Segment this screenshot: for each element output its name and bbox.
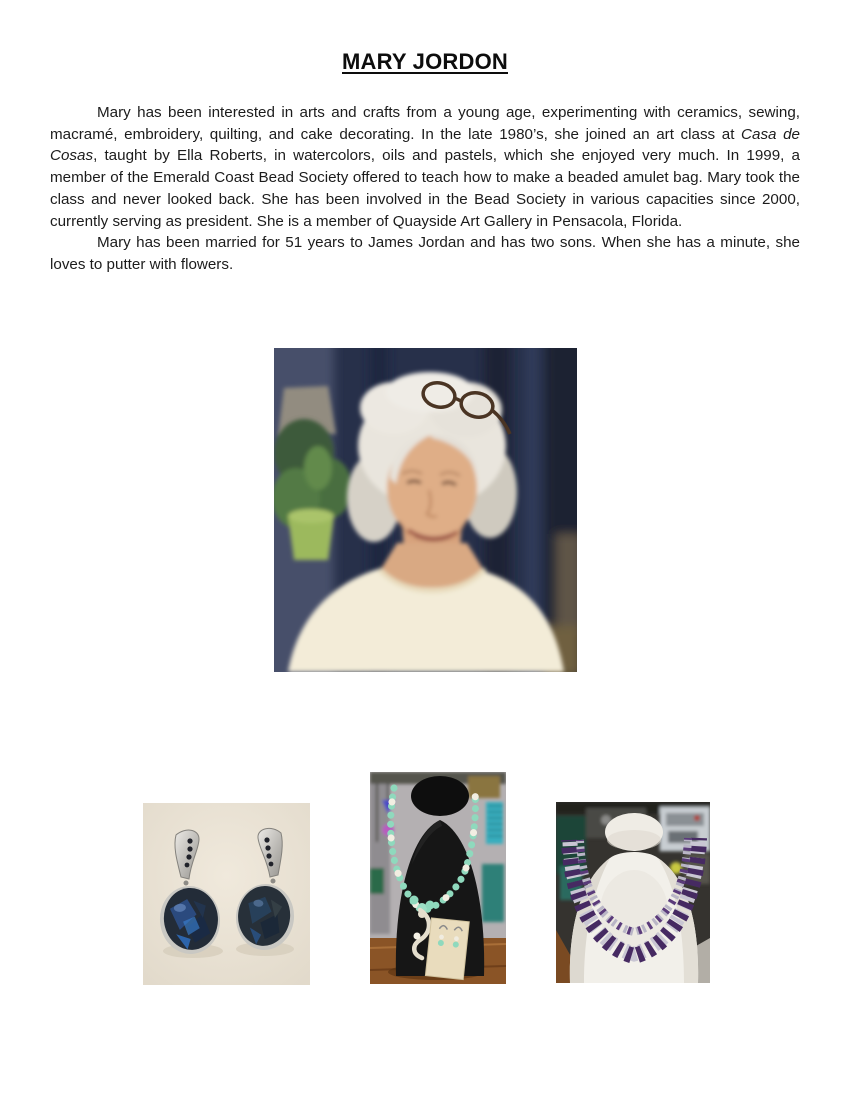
bio-paragraph-2: Mary has been married for 51 years to James Jordan and has two sons. When she has a minute, she loves to putter with flowers. [50, 234, 800, 273]
earring-card [425, 918, 469, 980]
bio-paragraph-1 [50, 102, 800, 232]
biography-text [50, 102, 800, 276]
purple-necklace-photo [556, 802, 710, 983]
bio-text-run: Mary has been interested in arts and crafts from a young age, experimenting with ceramics, sewing, macramé, embroidery, quilting, and cake decorating. In the late 1980’s, she joined an art class at [50, 104, 800, 143]
page-title: MARY JORDON [342, 49, 508, 74]
bio-italic-casa-de-cosas: Casa de Cosas [50, 125, 800, 165]
mint-necklace-photo [370, 772, 506, 984]
bio-text-run: , taught by Ella Roberts, in watercolors, oils and pastels, which she enjoyed very much. In 1999, a member of the Emerald Coast Bead Society offered to teach how to make a beaded amulet bag. Mary took the class and never looked back. She has been involved in the Bead Society in various capacities since 2000, currently serving as president. She is a member of Quayside Art Gallery in Pensacola, Florida. [50, 147, 800, 230]
portrait-photo [274, 348, 577, 672]
earrings-photo [143, 803, 310, 985]
